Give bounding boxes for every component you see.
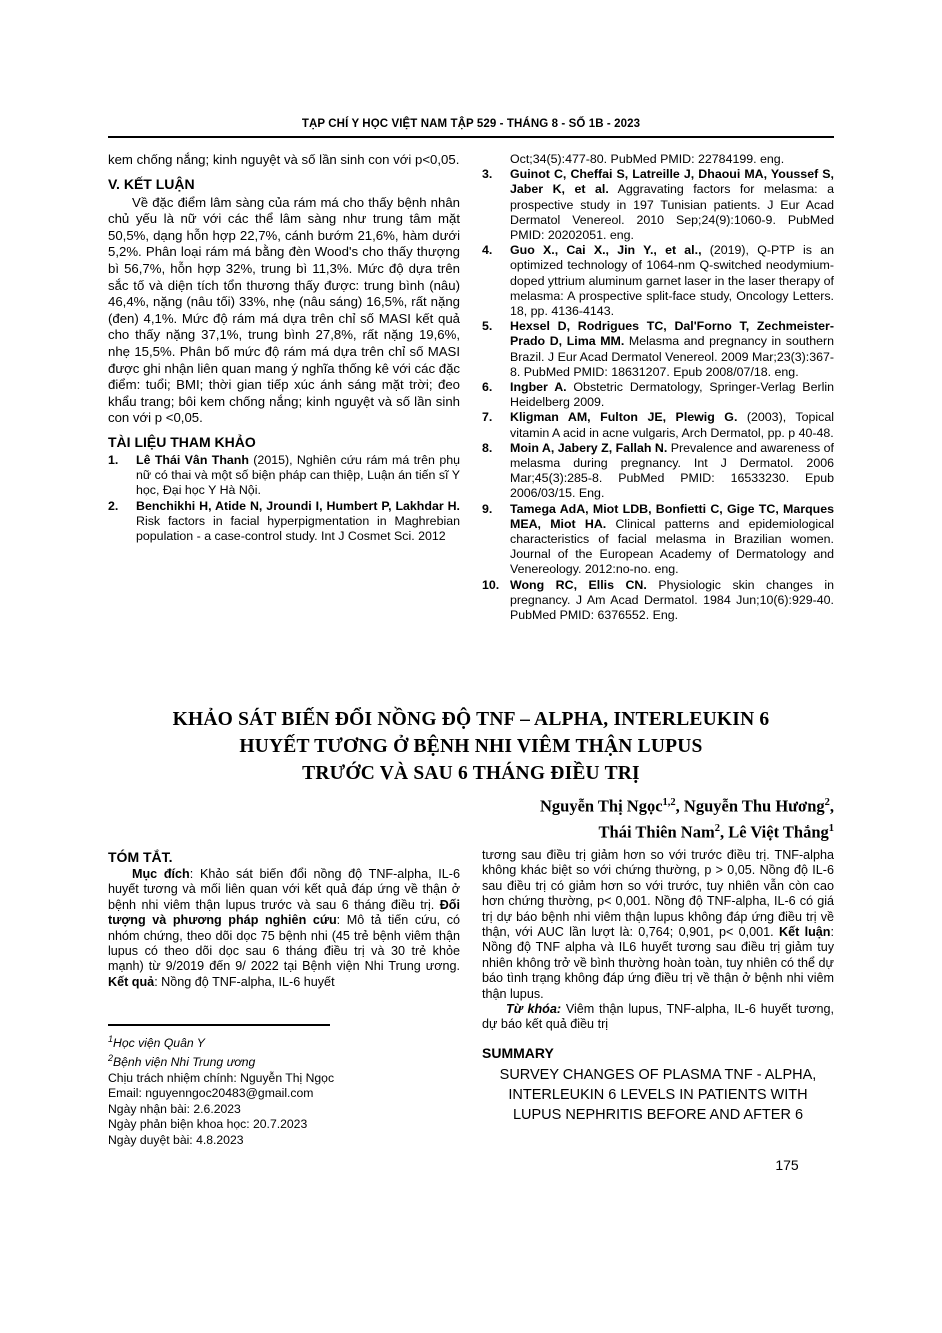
abstract-label-purpose: Mục đích: [132, 867, 190, 881]
affiliation-marker: 2: [108, 1053, 114, 1064]
reference-text: (2003), Topical vitamin A acid in acne vulgaris, Arch Dermatol, pp. p 40-48.: [510, 410, 834, 440]
reference-authors: Lê Thái Vân Thanh: [136, 452, 249, 467]
article-title: [108, 706, 834, 787]
corresponding-author: Chịu trách nhiệm chính: Nguyễn Thị Ngọc: [108, 1070, 335, 1085]
author-name: Nguyễn Thị Ngọc: [539, 796, 663, 816]
reference-item: [108, 453, 460, 499]
author-affiliation-marker: 1: [828, 822, 834, 834]
reference-item: [482, 167, 834, 243]
summary-title-line-2: INTERLEUKIN 6 LEVELS IN PATIENTS WITH: [508, 1086, 808, 1103]
affiliation-2: [108, 1051, 460, 1070]
references-heading: TÀI LIỆU THAM KHẢO: [108, 433, 256, 450]
reference-authors: Ingber A.: [510, 380, 567, 395]
reference-number: 1.: [108, 452, 119, 467]
article-title-line-3: TRƯỚC VÀ SAU 6 THÁNG ĐIỀU TRỊ: [302, 763, 640, 784]
abstract-text-results-cont: tương sau điều trị giảm hơn so với trước điều trị. TNF-alpha không khác biệt so với chứng thường, p > 0,05. Nồng độ IL-6 sau điều trị có giảm hơn so với trước, tuy nhiên vẫn còn cao hơn chứng thường, p< 0,001. Nồng độ TNF-alpha, IL-6 có giá trị dự báo bệnh nhi viêm thận lupus không đáp ứng điều trị về thận, với AUC lần lượt là: 0,764; 0,901, p< 0,001.: [482, 848, 834, 940]
reference-number: 7.: [482, 410, 493, 425]
reference-number: 9.: [482, 501, 493, 516]
reference-item: [482, 243, 834, 319]
reference-item: [482, 502, 834, 578]
header-divider: [108, 136, 834, 138]
reference-number: 8.: [482, 440, 493, 455]
summary-title-line-1: SURVEY CHANGES OF PLASMA TNF - ALPHA,: [499, 1066, 817, 1083]
affiliation-1: [108, 1032, 460, 1051]
author-separator: ,: [829, 796, 834, 816]
reference-text: Physiologic skin changes in pregnancy. J Am Acad Dermatol. 1984 Jun;10(6):929-40. PubMed PMID: 6376552. Eng.: [510, 577, 835, 623]
affiliation-name: Bệnh viện Nhi Trung ương: [113, 1055, 256, 1070]
reference-item: [482, 441, 834, 502]
reference-authors: Kligman AM, Fulton JE, Plewig G.: [510, 410, 738, 425]
reference-number: 10.: [482, 577, 500, 592]
conclusion-paragraph: Về đặc điểm lâm sàng của rám má cho thấy bệnh nhân chủ yếu là nữ với các thể lâm sàng như trung tâm mặt 50,5%, dạng hỗn hợp 22,7%, cánh bướm 21,6%, hàm dưới 5,2%. Phân loại rám má bằng đèn Wood's cho thấy thượng bì 56,7%, hỗn hợp 32%, trung bì 11,3%. Mức độ dựa trên sắc tố và diện tích tổn thương thấy được: trung bình (nâu) 46,4%, nặng (nâu tối) 33%, nhẹ (nâu sáng) 16,5%, rất nặng (đen) 4,1%. Mức độ rám má dựa trên chỉ số MASI kết quả cho thấy nặng 37,1%, trung bình 27,8%, rất nặng 19,6%, nhẹ 15,5%. Phân bố mức độ rám má dựa trên chỉ số MASI được ghi nhận liên quan mang ý nghĩa thống kê với các đặc điểm: tuổi; BMI; thời gian tiếp xúc ánh sáng mặt trời; đeo khẩu trang; bôi kem chống nắng; kinh nguyệt và số lần sinh con với p <0,05.: [108, 194, 460, 426]
abstract-left-column: [108, 848, 460, 990]
affiliation-name: Học viện Quân Y: [113, 1036, 205, 1051]
summary-title: [482, 1065, 834, 1125]
reference-number: 4.: [482, 243, 493, 258]
author-affiliation-marker: 1,2: [662, 797, 676, 808]
reference-text: Clinical patterns and epidemiological characteristics of facial melasma in Brazilian women. Journal of the European Academy of Dermatology and Venereology. 2012:no-no. eng.: [510, 516, 834, 577]
conclusion-heading: V. KẾT LUẬN: [108, 175, 195, 192]
article-title-line-2: HUYẾT TƯƠNG Ở BỆNH NHI VIÊM THẬN LUPUS: [239, 736, 703, 757]
footnote-block: [108, 1032, 460, 1148]
author-line-1: [420, 792, 834, 818]
reference-text: (2019), Q-PTP is an optimized technology of 1064-nm Q-switched neodymium-doped yttrium aluminum garnet laser in the laser therapy of melasma: A prospective split-face study, Oncology Letters. 18, pp. 4136-4143.: [510, 243, 834, 319]
reference-text: Melasma and pregnancy in southern Brazil. J Eur Acad Dermatol Venereol. 2009 Mar;23(3):367-8. PubMed PMID: 18631207. Epub 2008/07/18. eng.: [510, 334, 834, 379]
abstract-paragraph-left: [108, 867, 460, 990]
reference-continuation: Oct;34(5):477-80. PubMed PMID: 22784199. eng.: [510, 152, 785, 166]
reference-number: 2.: [108, 498, 119, 513]
reference-text: (2015), Nghiên cứu rám má trên phụ nữ có thai và một số biện pháp can thiệp, Luận án tiến sĩ Y học, Đại học Y Hà Nội.: [136, 452, 460, 498]
reference-item: [482, 410, 834, 440]
reference-number: 6.: [482, 380, 493, 395]
abstract-label-conclusion: Kết luận: [778, 925, 831, 940]
reference-item: [108, 499, 460, 545]
author-affiliation-marker: 2: [824, 797, 830, 808]
reference-list-left: [108, 453, 460, 544]
reference-list-right: [482, 167, 834, 623]
summary-title-line-3: LUPUS NEPHRITIS BEFORE AND AFTER 6: [512, 1106, 804, 1123]
abstract-right-column: [482, 848, 834, 1125]
reference-item: [482, 319, 834, 380]
abstract-text-methods: : Mô tả tiến cứu, có nhóm chứng, theo dõi dọc 75 bệnh nhi (45 trẻ bệnh viêm thận lupus có theo dõi dọc sau 6 tháng điều trị và 30 trẻ khỏe mạnh) từ 9/2019 đến 9/ 2022 tại Bệnh viện Nhi Trung ương.: [108, 913, 460, 974]
corresponding-email: Email: nguyenngoc20483@gmail.com: [108, 1086, 314, 1101]
date-accepted: Ngày duyệt bài: 4.8.2023: [108, 1132, 244, 1147]
reference-text: Aggravating factors for melasma: a prospective study in 197 Tunisian patients. J Eur Acad Dermatol Venereol. 2010 Sep;24(9):1060-9. PubMed PMID: 20202051. eng.: [510, 182, 835, 243]
reference-text: Obstetric Dermatology, Springer-Verlag Berlin Heidelberg 2009.: [510, 380, 834, 410]
reference-authors: Tamega AdA, Miot LDB, Bonfietti C, Gige TC, Marques MEA, Miot HA.: [510, 501, 834, 531]
abstract-text-conclusion: : Nồng độ TNF alpha và IL6 huyết tương sau điều trị giảm tuy nhiên không trở về bình thường hoàn toàn, tuy nhiên có thể dự báo tình trạng không đáp ứng điều trị về thận ở bệnh nhi viêm thận lupus.: [482, 925, 834, 1001]
summary-heading: SUMMARY: [482, 1044, 554, 1061]
reference-authors: Benchikhi H, Atide N, Jroundi I, Humbert P, Lakhdar H.: [136, 498, 460, 513]
article-title-line-1: KHẢO SÁT BIẾN ĐỔI NỒNG ĐỘ TNF – ALPHA, INTERLEUKIN 6: [172, 709, 770, 730]
abstract-label-methods: Đối tượng và phương pháp nghiên cứu: [108, 897, 460, 928]
reference-authors: Wong RC, Ellis CN.: [510, 577, 647, 592]
author-line-2: [420, 818, 834, 844]
affiliation-marker: 1: [108, 1034, 114, 1044]
reference-authors: Moin A, Jabery Z, Fallah N.: [510, 440, 668, 455]
footnote-divider: [108, 1024, 330, 1026]
reference-authors: Hexsel D, Rodrigues TC, Dal'Forno T, Zechmeister-Prado D, Lima MM.: [510, 319, 834, 349]
left-column-top: [108, 152, 460, 544]
author-affiliation-marker: 2: [714, 822, 720, 834]
reference-authors: Guo X., Cai X., Jin Y., et al.,: [510, 243, 702, 258]
continued-paragraph: kem chống nắng; kinh nguyệt và số lần sinh con với p<0,05.: [108, 152, 460, 167]
date-received: Ngày nhận bài: 2.6.2023: [108, 1101, 241, 1116]
abstract-text-purpose: : Khảo sát biến đổi nồng độ TNF-alpha, IL-6 huyết tương và mối liên quan với kết quả đáp ứng về thận ở bệnh nhi viêm thận lupus trước và sau 6 tháng điều trị.: [108, 867, 460, 912]
author-name: Thái Thiên Nam: [598, 822, 715, 841]
date-reviewed: Ngày phản biện khoa học: 20.7.2023: [108, 1117, 308, 1132]
reference-text: Risk factors in facial hyperpigmentation in Maghrebian population - a case-control study. Int J Cosmet Sci. 2012: [136, 513, 460, 543]
author-name: , Nguyễn Thu Hương: [675, 796, 825, 816]
keywords-label: Từ khóa:: [506, 1002, 562, 1017]
reference-item: [482, 578, 834, 624]
abstract-heading: TÓM TẮT.: [108, 849, 173, 865]
author-name: , Lê Việt Thắng: [719, 822, 829, 841]
page-number: 175: [775, 1157, 799, 1173]
article-authors: [420, 792, 834, 843]
abstract-keywords: [482, 1002, 834, 1033]
reference-number: 3.: [482, 167, 493, 182]
keywords-text: Viêm thận lupus, TNF-alpha, IL-6 huyết tương, dự báo kết quả điều trị: [482, 1002, 834, 1032]
abstract-label-results: Kết quả: [108, 974, 155, 989]
right-column-top: [482, 152, 834, 623]
abstract-text-results-start: : Nồng độ TNF-alpha, IL-6 huyết: [154, 974, 335, 989]
reference-text: Prevalence and awareness of melasma during pregnancy. Int J Dermatol. 2006 Mar;45(3):285-8. PubMed PMID: 16533230. Epub 2006/03/15. Eng.: [510, 440, 834, 501]
running-head: TẠP CHÍ Y HỌC VIỆT NAM TẬP 529 - THÁNG 8 - SỐ 1B - 2023: [301, 118, 641, 130]
reference-item: [482, 380, 834, 410]
abstract-paragraph-right: [482, 848, 834, 1002]
reference-authors: Guinot C, Cheffai S, Latreille J, Dhaoui MA, Youssef S, Jaber K, et al.: [510, 167, 834, 197]
reference-number: 5.: [482, 319, 493, 334]
